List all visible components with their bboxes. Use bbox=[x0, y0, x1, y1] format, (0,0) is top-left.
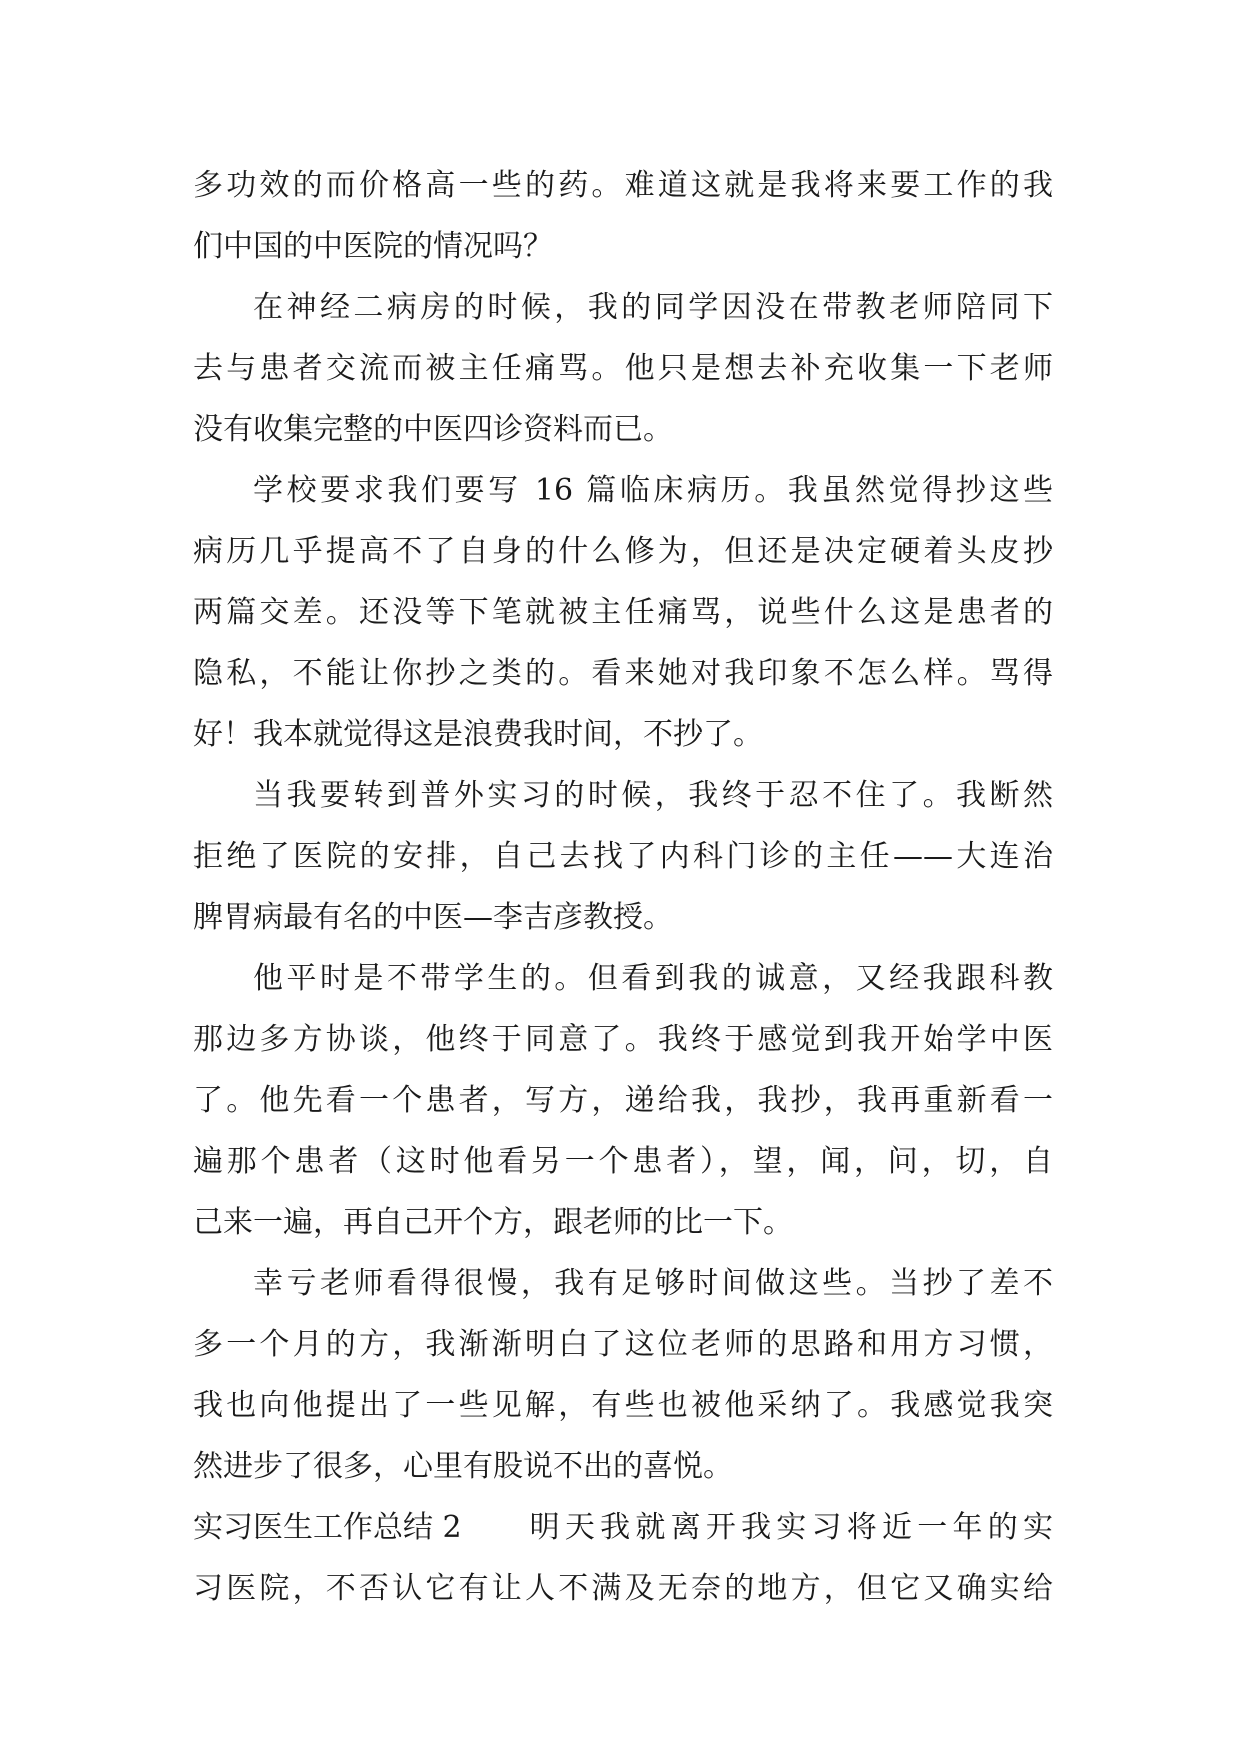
text-line: 他平时是不带学生的。但看到我的诚意，又经我跟科教 bbox=[253, 961, 1053, 996]
text-line: 幸亏老师看得很慢，我有足够时间做这些。当抄了差不 bbox=[253, 1266, 1053, 1301]
text-line: 明天我就离开我实习将近一年的实 bbox=[529, 1510, 1053, 1545]
text-line: 去与患者交流而被主任痛骂。他只是想去补充收集一下老师 bbox=[193, 351, 1053, 386]
text-line: 脾胃病最有名的中医—李吉彦教授。 bbox=[193, 900, 673, 935]
text-line: 学校要求我们要写 16 篇临床病历。我虽然觉得抄这些 bbox=[253, 473, 1053, 508]
text-line: 多功效的而价格高一些的药。难道这就是我将来要工作的我 bbox=[193, 168, 1053, 203]
body-text bbox=[193, 155, 1053, 1619]
text-line: 当我要转到普外实习的时候，我终于忍不住了。我断然 bbox=[253, 778, 1053, 813]
text-line: 在神经二病房的时候，我的同学因没在带教老师陪同下 bbox=[253, 290, 1053, 325]
text-line: 拒绝了医院的安排，自己去找了内科门诊的主任——大连治 bbox=[193, 839, 1053, 874]
text-line: 习医院，不否认它有让人不满及无奈的地方，但它又确实给 bbox=[193, 1571, 1053, 1606]
text-line: 隐私，不能让你抄之类的。看来她对我印象不怎么样。骂得 bbox=[193, 656, 1053, 691]
text-line: 然进步了很多，心里有股说不出的喜悦。 bbox=[193, 1449, 733, 1484]
section-heading-line bbox=[193, 1497, 1053, 1558]
text-line: 那边多方协谈，他终于同意了。我终于感觉到我开始学中医 bbox=[193, 1022, 1053, 1057]
text-line: 好！我本就觉得这是浪费我时间，不抄了。 bbox=[193, 717, 763, 752]
text-line: 多一个月的方，我渐渐明白了这位老师的思路和用方习惯， bbox=[193, 1327, 1053, 1362]
text-line: 两篇交差。还没等下笔就被主任痛骂，说些什么这是患者的 bbox=[193, 595, 1053, 630]
text-line: 病历几乎提高不了自身的什么修为，但还是决定硬着头皮抄 bbox=[193, 534, 1053, 569]
text-line: 了。他先看一个患者，写方，递给我，我抄，我再重新看一 bbox=[193, 1083, 1053, 1118]
text-line: 没有收集完整的中医四诊资料而已。 bbox=[193, 412, 673, 447]
section-heading: 实习医生工作总结 2 bbox=[193, 1510, 462, 1545]
text-line: 们中国的中医院的情况吗？ bbox=[193, 229, 553, 264]
text-line: 我也向他提出了一些见解，有些也被他采纳了。我感觉我突 bbox=[193, 1388, 1053, 1423]
text-line: 遍那个患者（这时他看另一个患者），望，闻，问，切，自 bbox=[193, 1144, 1053, 1179]
text-line: 己来一遍，再自己开个方，跟老师的比一下。 bbox=[193, 1205, 793, 1240]
